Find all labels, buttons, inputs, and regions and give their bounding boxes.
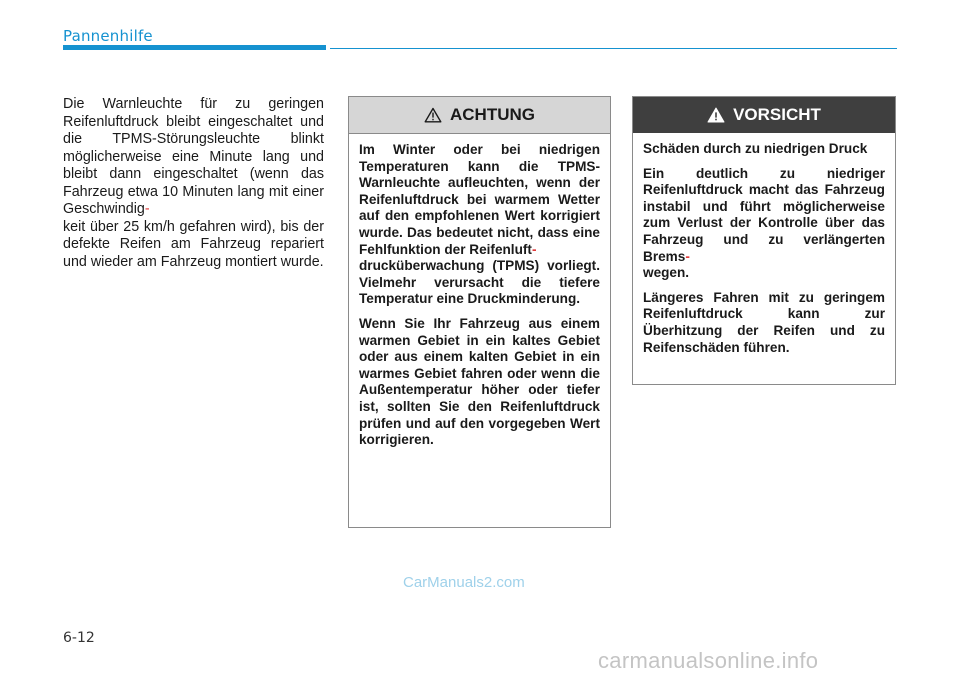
header-rule-thin — [330, 48, 897, 49]
achtung-paragraph-2: Wenn Sie Ihr Fahrzeug aus einem warmen Gebiet in ein kaltes Gebiet oder aus einem kalten Gebiet in ein warmes Gebiet fahren oder wenn die Außentemperatur höher oder tiefer ist, sollten Sie den Reifenluftdruck prüfen und auf den vorgegeben Wert korrigieren. — [359, 315, 600, 448]
vorsicht-header — [633, 97, 895, 133]
achtung-title: ACHTUNG — [450, 105, 535, 124]
header-rule-thick — [63, 45, 326, 50]
warning-filled-icon — [707, 107, 725, 123]
warning-outline-icon — [424, 107, 442, 123]
vorsicht-title: VORSICHT — [733, 105, 821, 124]
watermark-carmanualsonline: carmanualsonline.info — [598, 648, 819, 673]
section-title: Pannenhilfe — [63, 27, 153, 45]
achtung-header — [349, 97, 610, 134]
vorsicht-paragraph-3: Längeres Fahren mit zu geringem Reifenluftdruck kann zur Überhitzung der Reifen und zu Reifenschäden führen. — [643, 289, 885, 355]
vorsicht-box — [632, 96, 896, 385]
watermark-carmanuals2: CarManuals2.com — [403, 574, 525, 591]
body-paragraph: Die Warnleuchte für zu geringen Reifenluftdruck bleibt eingeschaltet und die TPMS-Störungsleuchte blinkt möglicherweise eine Minute lang und bleibt dann eingeschaltet (wenn das Fahrzeug etwa 10 Minuten lang mit einer Geschwindig- keit über 25 km/h gefahren wird), bis der defekte Reifen am Fahrzeug repariert und wieder am Fahrzeug montiert wurde. — [63, 96, 324, 270]
achtung-body — [349, 134, 610, 449]
achtung-paragraph-1: Im Winter oder bei niedrigen Temperaturen kann die TPMS-Warnleuchte aufleuchten, wenn der Reifenluftdruck bei warmem Wetter auf den empfohlenen Wert korrigiert wurde. Das bedeutet nicht, dass eine Fehlfunktion der Reifenluft- drucküberwachung (TPMS) vorliegt. Vielmehr verursacht die tiefere Temperatur eine Druckminderung. — [359, 142, 600, 307]
page-number: 6-12 — [63, 630, 95, 646]
achtung-box — [348, 96, 611, 528]
vorsicht-body — [633, 133, 895, 356]
vorsicht-paragraph-1: Schäden durch zu niedrigen Druck — [643, 141, 868, 156]
vorsicht-paragraph-2: Ein deutlich zu niedriger Reifenluftdruck macht das Fahrzeug instabil und führt möglicherweise zum Verlust der Kontrolle über das Fahrzeug und zu verlängerten Brems- wegen. — [643, 165, 885, 281]
